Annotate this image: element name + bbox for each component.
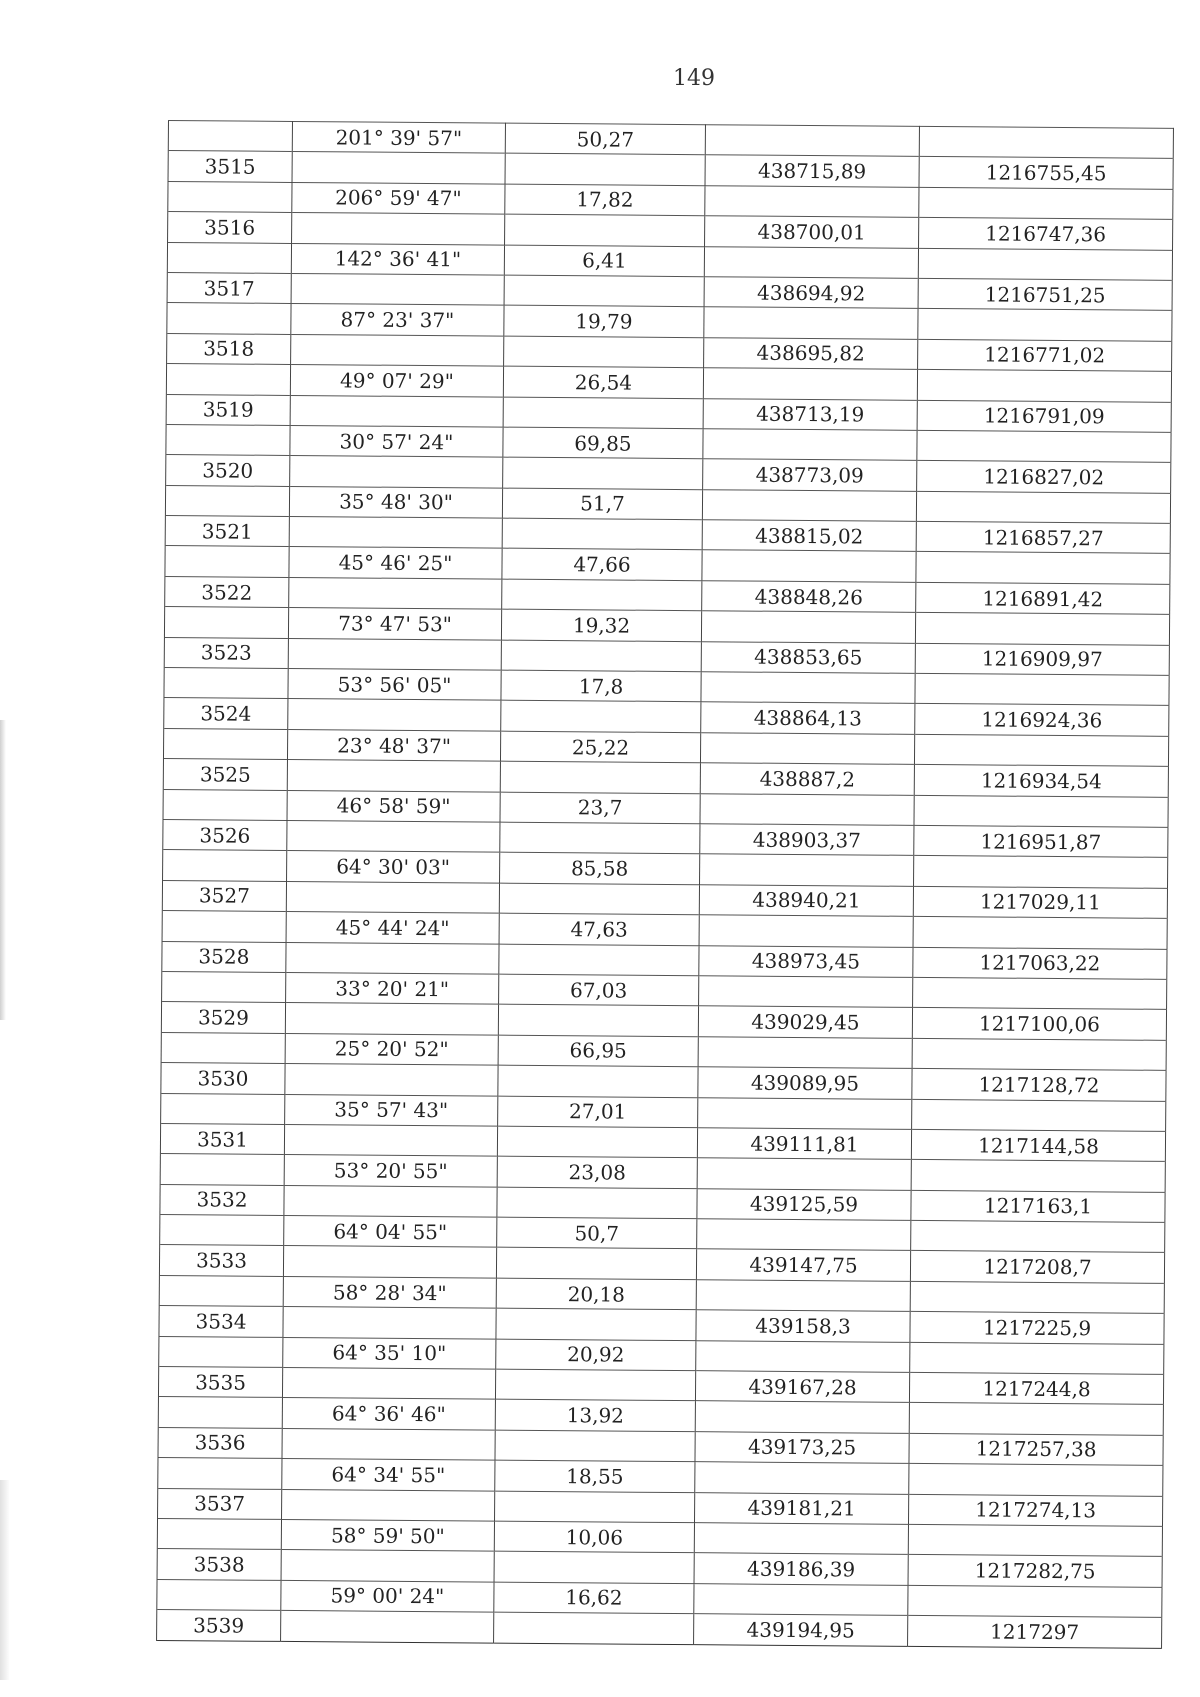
distance-cell-blank [499,883,699,915]
y-cell-blank [911,1160,1165,1192]
point-cell: 3523 [164,637,288,668]
point-cell-blank [162,971,286,1002]
point-cell: 3537 [158,1488,282,1519]
point-cell: 3531 [160,1123,284,1154]
y-cell-blank [913,917,1167,949]
distance-cell: 23,7 [500,792,700,824]
distance-cell-blank [495,1430,695,1462]
x-coordinate-cell: 439186,39 [694,1553,908,1585]
x-cell-blank [697,1219,911,1251]
point-cell-blank [157,1579,281,1610]
angle-cell-blank [285,1064,498,1096]
y-cell-blank [908,1524,1162,1556]
point-cell: 3524 [164,698,288,729]
distance-cell: 13,92 [495,1400,695,1432]
point-cell-blank [164,668,288,699]
coordinate-table-container [156,120,1173,1645]
distance-cell: 18,55 [495,1460,695,1492]
point-cell: 3530 [161,1063,285,1094]
angle-cell-blank [282,1428,495,1460]
x-coordinate-cell: 439181,21 [695,1492,909,1524]
angle-cell-blank [286,881,499,913]
x-coordinate-cell: 439173,25 [695,1431,909,1463]
x-coordinate-cell: 439111,81 [697,1128,911,1160]
distance-cell-blank [505,154,705,186]
x-coordinate-cell: 438973,45 [699,945,913,977]
distance-cell: 17,8 [501,670,701,702]
point-cell: 3538 [157,1549,281,1580]
angle-cell: 142° 36' 41" [291,243,504,275]
point-cell: 3520 [166,455,290,486]
angle-cell: 58° 28' 34" [283,1276,496,1308]
x-cell-blank [696,1340,910,1372]
distance-cell: 25,22 [500,731,700,763]
y-cell-blank [911,1220,1165,1252]
x-cell-blank [702,550,916,582]
point-cell-blank [163,789,287,820]
point-cell: 3519 [166,394,290,425]
y-coordinate-cell: 1217100,06 [912,1008,1166,1040]
distance-cell-blank [501,701,701,733]
point-cell-blank [157,1518,281,1549]
distance-cell-blank [502,518,702,550]
y-cell-blank [908,1585,1162,1617]
page-number: 149 [673,66,715,91]
point-cell: 3515 [168,151,292,182]
x-cell-blank [695,1401,909,1433]
angle-cell: 87° 23' 37" [291,304,504,336]
y-coordinate-cell: 1217128,72 [912,1068,1166,1100]
x-cell-blank [698,1036,912,1068]
y-cell-blank [917,370,1171,402]
angle-cell-blank [287,760,500,792]
angle-cell-blank [281,1611,494,1643]
y-coordinate-cell: 1217257,38 [909,1433,1163,1465]
angle-cell-blank [291,334,504,366]
x-coordinate-cell: 438694,92 [704,277,918,309]
distance-cell-blank [503,457,703,489]
y-coordinate-cell: 1216857,27 [916,521,1170,553]
distance-cell-blank [502,579,702,611]
distance-cell: 51,7 [502,488,702,520]
distance-cell: 20,92 [496,1339,696,1371]
table-row-point [157,1610,1162,1648]
distance-cell: 17,82 [505,184,705,216]
y-cell-blank [918,309,1172,341]
distance-cell: 16,62 [494,1582,694,1614]
x-coordinate-cell: 439147,75 [696,1249,910,1281]
x-cell-blank [703,429,917,461]
x-coordinate-cell: 438713,19 [703,398,917,430]
y-coordinate-cell: 1216924,36 [915,704,1169,736]
y-cell-blank [919,187,1173,219]
y-cell-blank [914,734,1168,766]
x-coordinate-cell: 438887,2 [700,763,914,795]
x-cell-blank [704,246,918,278]
x-coordinate-cell: 439089,95 [698,1067,912,1099]
x-coordinate-cell: 438864,13 [701,702,915,734]
angle-cell-blank [287,820,500,852]
angle-cell-blank [282,1367,495,1399]
distance-cell-blank [504,275,704,307]
distance-cell: 27,01 [498,1096,698,1128]
y-cell-blank [909,1403,1163,1435]
point-cell: 3539 [157,1610,281,1641]
x-cell-blank [696,1280,910,1312]
distance-cell: 66,95 [498,1035,698,1067]
point-cell-blank [162,911,286,942]
y-coordinate-cell: 1217225,9 [910,1312,1164,1344]
point-cell-blank [166,424,290,455]
point-cell-blank [159,1275,283,1306]
y-cell-blank [916,552,1170,584]
x-coordinate-cell: 439194,95 [694,1614,908,1646]
y-coordinate-cell: 1217297 [908,1615,1162,1647]
distance-cell: 47,66 [502,549,702,581]
distance-cell-blank [500,761,700,793]
x-coordinate-cell: 438853,65 [701,641,915,673]
angle-cell-blank [290,456,503,488]
x-cell-blank [699,915,913,947]
point-cell-blank [163,728,287,759]
angle-cell: 35° 48' 30" [289,486,502,518]
x-cell-blank [699,976,913,1008]
scan-artifact [0,1480,10,1680]
point-cell-blank [168,181,292,212]
distance-cell-blank [497,1126,697,1158]
point-cell: 3532 [160,1184,284,1215]
angle-cell: 35° 57' 43" [285,1094,498,1126]
y-coordinate-cell: 1217063,22 [913,947,1167,979]
point-cell: 3526 [163,819,287,850]
point-cell: 3522 [165,576,289,607]
x-coordinate-cell: 439158,3 [696,1310,910,1342]
angle-cell: 25° 20' 52" [285,1033,498,1065]
angle-cell: 30° 57' 24" [290,425,503,457]
point-cell: 3536 [158,1427,282,1458]
angle-cell-blank [285,1003,498,1035]
angle-cell: 64° 30' 03" [287,851,500,883]
point-cell-blank [158,1458,282,1489]
point-cell-blank [160,1154,284,1185]
angle-cell: 53° 20' 55" [284,1155,497,1187]
x-cell-blank [701,611,915,643]
y-cell-blank [914,795,1168,827]
point-cell: 3521 [165,516,289,547]
x-cell-blank [695,1462,909,1494]
x-coordinate-cell: 438695,82 [704,337,918,369]
distance-cell: 85,58 [500,853,700,885]
y-coordinate-cell: 1216771,02 [918,339,1172,371]
y-coordinate-cell: 1217163,1 [911,1190,1165,1222]
angle-cell-blank [284,1124,497,1156]
distance-cell-blank [501,640,701,672]
distance-cell-blank [500,822,700,854]
distance-cell: 23,08 [497,1156,697,1188]
angle-cell: 45° 44' 24" [286,912,499,944]
angle-cell-blank [281,1550,494,1582]
angle-cell-blank [283,1246,496,1278]
x-cell-blank [700,854,914,886]
y-cell-blank [917,430,1171,462]
point-cell: 3528 [162,941,286,972]
y-cell-blank [912,1038,1166,1070]
y-coordinate-cell: 1217282,75 [908,1555,1162,1587]
angle-cell: 46° 58' 59" [287,790,500,822]
x-cell-blank [701,672,915,704]
x-coordinate-cell: 439167,28 [695,1371,909,1403]
point-cell-blank [166,364,290,395]
x-coordinate-cell: 438903,37 [700,824,914,856]
point-cell: 3535 [158,1366,282,1397]
point-cell-blank [161,1032,285,1063]
angle-cell: 64° 34' 55" [282,1459,495,1491]
y-cell-blank [919,126,1173,158]
point-cell-blank [167,303,291,334]
distance-cell-blank [504,336,704,368]
y-coordinate-cell: 1216891,42 [916,582,1170,614]
x-cell-blank [702,489,916,521]
y-coordinate-cell: 1217208,7 [910,1251,1164,1283]
coordinate-table [156,120,1174,1648]
y-coordinate-cell: 1216934,54 [914,765,1168,797]
y-cell-blank [910,1342,1164,1374]
point-cell-blank [167,242,291,273]
y-cell-blank [909,1464,1163,1496]
x-cell-blank [694,1583,908,1615]
point-cell: 3517 [167,272,291,303]
angle-cell: 23° 48' 37" [287,729,500,761]
x-cell-blank [697,1158,911,1190]
point-cell-blank [161,1093,285,1124]
x-cell-blank [705,186,919,218]
point-cell-blank [159,1336,283,1367]
x-cell-blank [705,125,919,157]
distance-cell-blank [503,397,703,429]
angle-cell-blank [283,1307,496,1339]
angle-cell-blank [292,152,505,184]
x-coordinate-cell: 438940,21 [699,884,913,916]
point-cell: 3527 [162,880,286,911]
angle-cell: 201° 39' 57" [292,121,505,153]
distance-cell: 50,27 [505,123,705,155]
point-cell-blank [158,1397,282,1428]
point-cell-blank [168,121,292,152]
point-cell-blank [163,850,287,881]
point-cell-blank [164,607,288,638]
angle-cell: 206° 59' 47" [292,182,505,214]
distance-cell-blank [499,944,699,976]
x-cell-blank [700,793,914,825]
distance-cell-blank [495,1369,695,1401]
y-cell-blank [913,977,1167,1009]
y-cell-blank [914,856,1168,888]
x-coordinate-cell: 438848,26 [702,581,916,613]
y-coordinate-cell: 1217029,11 [913,886,1167,918]
distance-cell-blank [496,1308,696,1340]
x-cell-blank [698,1097,912,1129]
y-cell-blank [910,1281,1164,1313]
scan-artifact [0,720,6,1020]
distance-cell-blank [494,1612,694,1644]
angle-cell: 53° 56' 05" [288,668,501,700]
distance-cell: 67,03 [499,974,699,1006]
angle-cell: 73° 47' 53" [288,608,501,640]
distance-cell: 6,41 [504,245,704,277]
angle-cell-blank [282,1489,495,1521]
x-coordinate-cell: 438715,89 [705,155,919,187]
distance-cell: 20,18 [496,1278,696,1310]
y-coordinate-cell: 1216747,36 [919,218,1173,250]
angle-cell-blank [286,942,499,974]
angle-cell: 64° 36' 46" [282,1398,495,1430]
x-cell-blank [704,307,918,339]
y-cell-blank [915,613,1169,645]
x-cell-blank [694,1523,908,1555]
angle-cell: 64° 04' 55" [284,1216,497,1248]
y-coordinate-cell: 1216791,09 [917,400,1171,432]
distance-cell: 19,32 [501,609,701,641]
angle-cell: 33° 20' 21" [286,972,499,1004]
y-cell-blank [918,248,1172,280]
distance-cell: 47,63 [499,913,699,945]
y-coordinate-cell: 1216755,45 [919,157,1173,189]
distance-cell: 50,7 [497,1217,697,1249]
x-coordinate-cell: 438700,01 [705,216,919,248]
y-cell-blank [915,673,1169,705]
y-cell-blank [916,491,1170,523]
angle-cell-blank [288,638,501,670]
angle-cell-blank [288,699,501,731]
angle-cell-blank [290,395,503,427]
distance-cell-blank [494,1551,694,1583]
distance-cell-blank [505,214,705,246]
point-cell-blank [160,1215,284,1246]
y-coordinate-cell: 1216909,97 [915,643,1169,675]
x-coordinate-cell: 438773,09 [703,459,917,491]
angle-cell-blank [289,517,502,549]
distance-cell: 69,85 [503,427,703,459]
distance-cell-blank [498,1065,698,1097]
angle-cell: 64° 35' 10" [283,1337,496,1369]
point-cell: 3516 [168,212,292,243]
x-coordinate-cell: 439029,45 [698,1006,912,1038]
coordinate-table-body [157,121,1174,1648]
distance-cell-blank [496,1248,696,1280]
point-cell-blank [165,546,289,577]
x-cell-blank [700,733,914,765]
distance-cell: 19,79 [504,305,704,337]
angle-cell: 45° 46' 25" [289,547,502,579]
point-cell: 3518 [167,333,291,364]
distance-cell-blank [498,1004,698,1036]
distance-cell-blank [497,1187,697,1219]
y-coordinate-cell: 1216751,25 [918,278,1172,310]
angle-cell-blank [289,577,502,609]
distance-cell-blank [495,1491,695,1523]
angle-cell-blank [284,1185,497,1217]
point-cell: 3534 [159,1306,283,1337]
distance-cell: 10,06 [494,1521,694,1553]
angle-cell: 59° 00' 24" [281,1580,494,1612]
x-coordinate-cell: 438815,02 [702,520,916,552]
y-coordinate-cell: 1216951,87 [914,825,1168,857]
angle-cell: 58° 59' 50" [281,1519,494,1551]
x-cell-blank [703,368,917,400]
distance-cell: 26,54 [503,366,703,398]
x-coordinate-cell: 439125,59 [697,1188,911,1220]
angle-cell: 49° 07' 29" [290,365,503,397]
angle-cell-blank [291,273,504,305]
point-cell: 3533 [159,1245,283,1276]
point-cell: 3529 [161,1002,285,1033]
angle-cell-blank [292,213,505,245]
point-cell: 3525 [163,759,287,790]
y-coordinate-cell: 1217144,58 [911,1129,1165,1161]
y-coordinate-cell: 1216827,02 [917,461,1171,493]
y-coordinate-cell: 1217244,8 [909,1372,1163,1404]
point-cell-blank [165,485,289,516]
y-cell-blank [912,1099,1166,1131]
y-coordinate-cell: 1217274,13 [908,1494,1162,1526]
